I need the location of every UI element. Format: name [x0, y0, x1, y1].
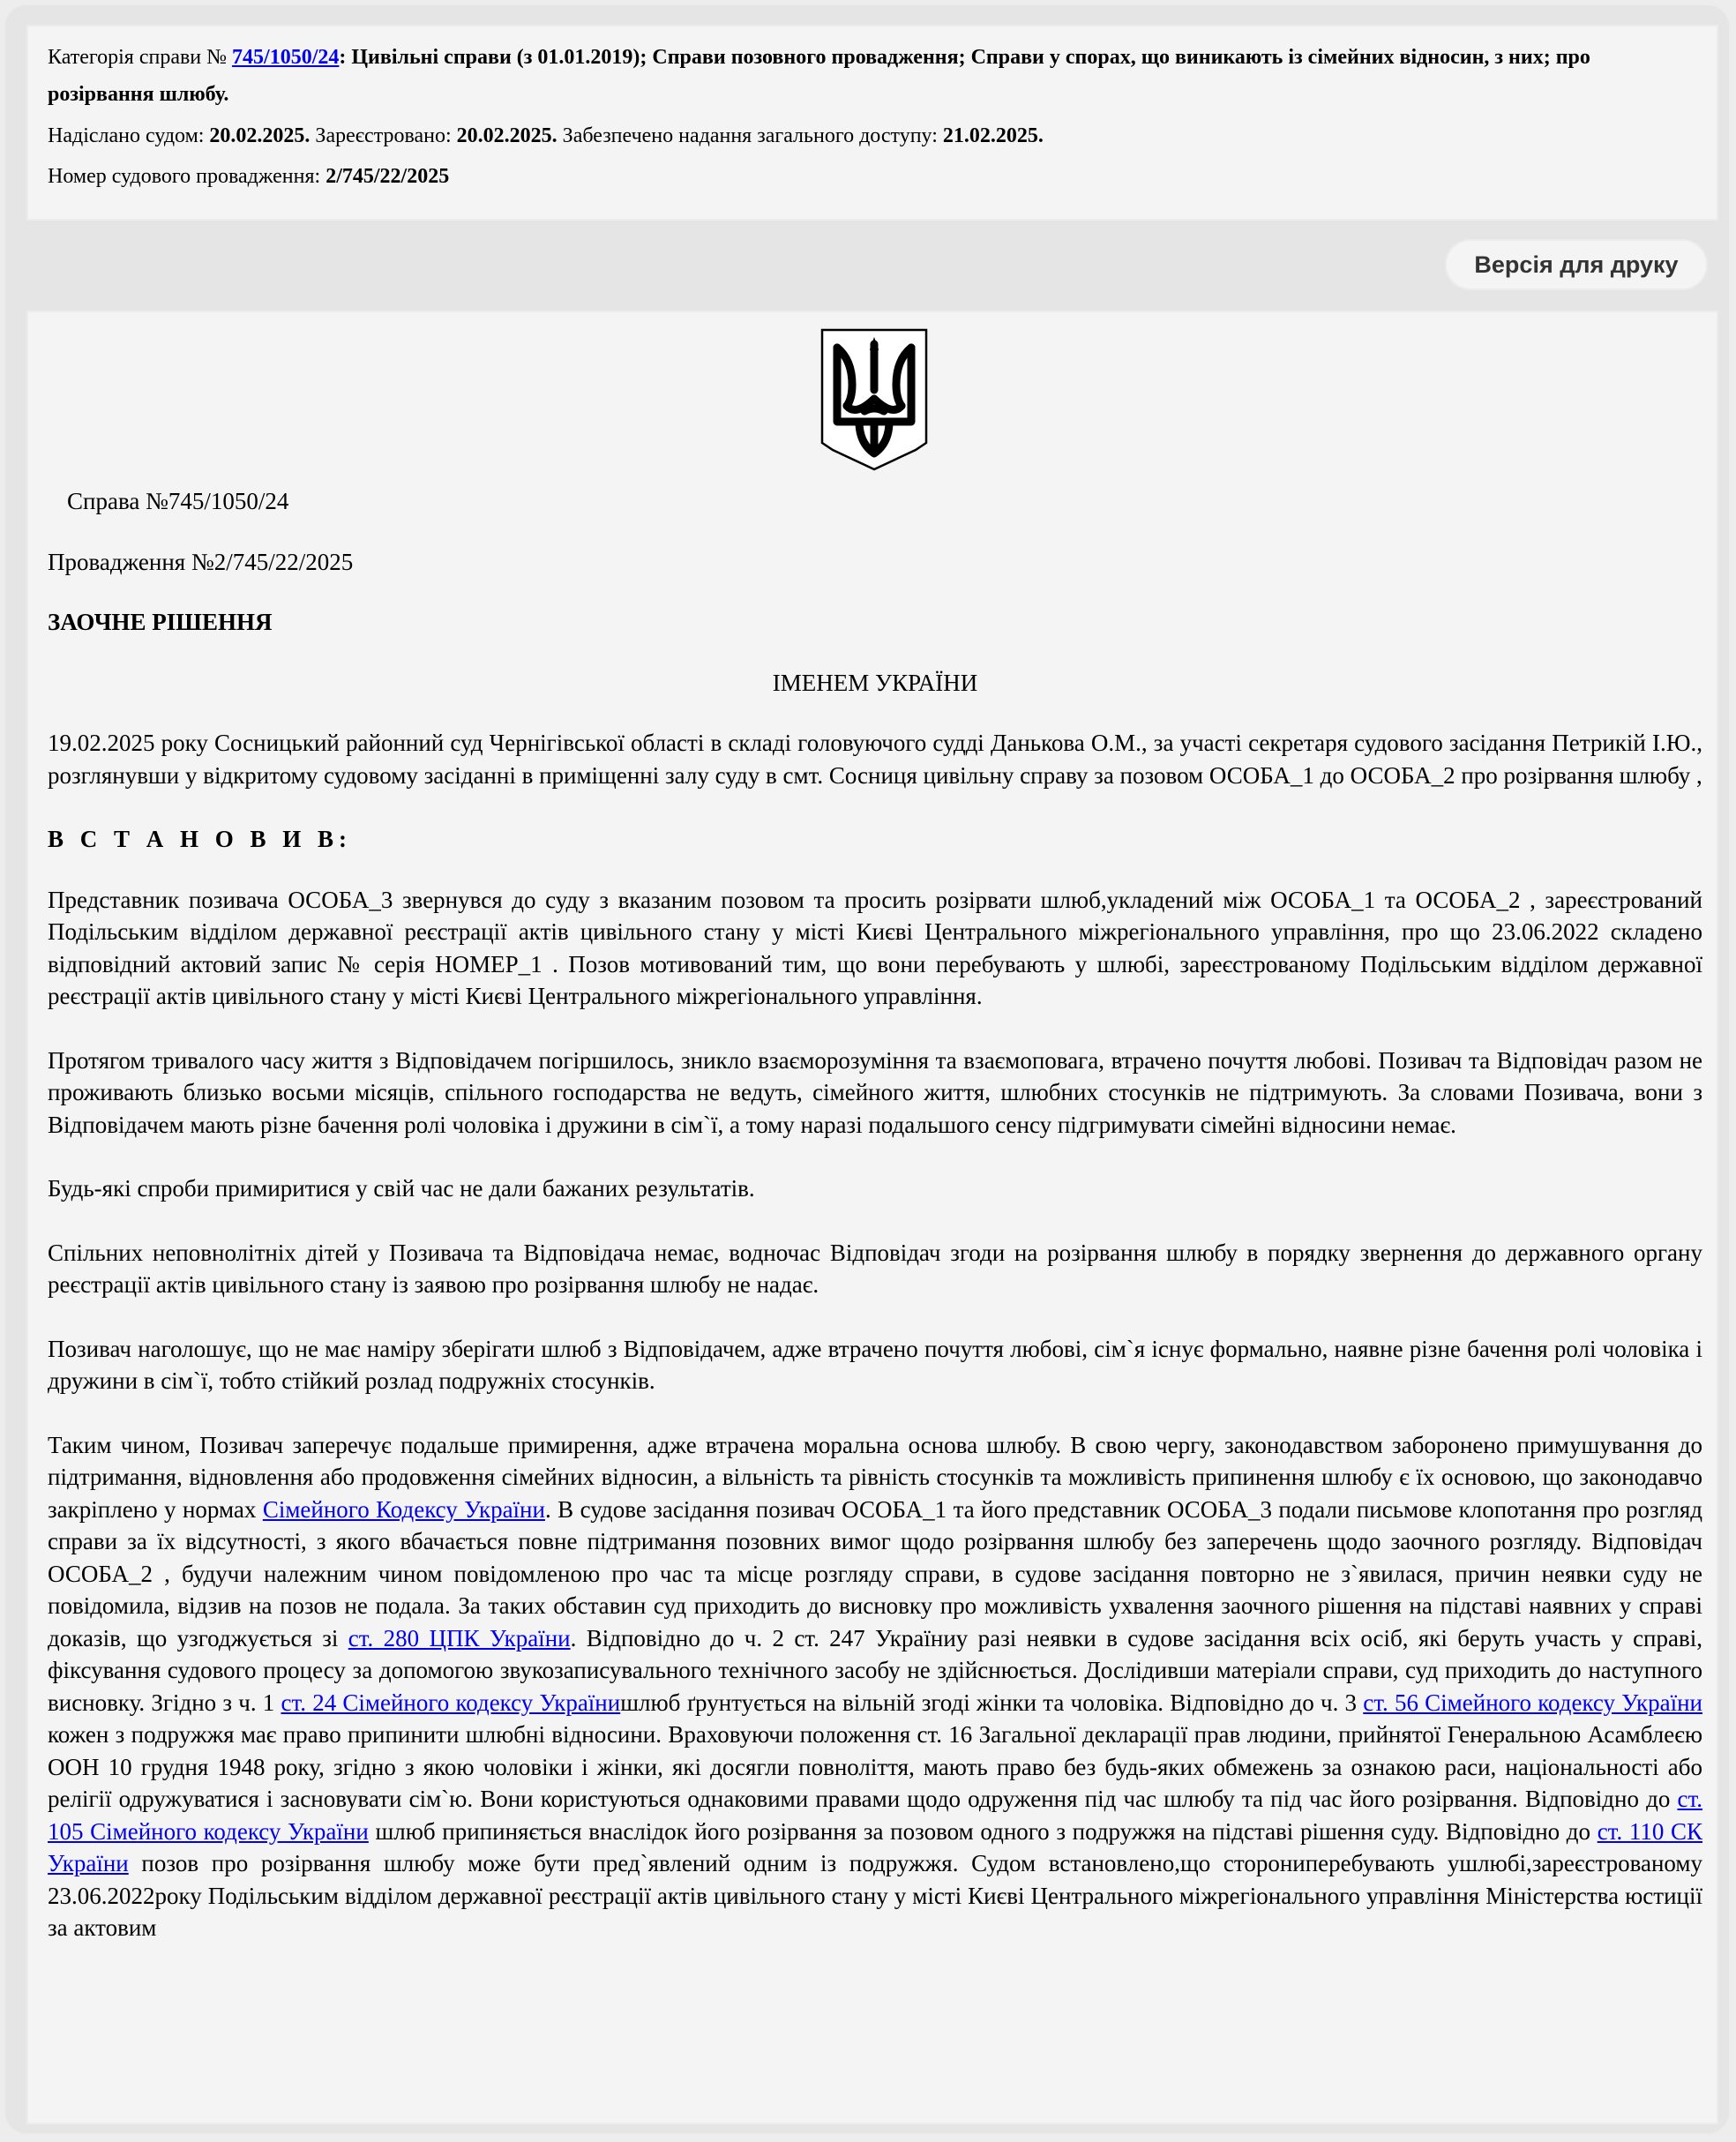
sent-label: Надіслано судом: — [48, 124, 210, 147]
p6-text-5: кожен з подружжя має право припинити шлюбні відносини. Враховуючи положення ст. 16 Загальної декларації прав людини, прийнятої Генеральною Асамблеєю ООН 10 грудня 1948 року, згідно з якою чоловіки і жінки, які досягли повноліття, мають право без будь-яких обмежень за ознакою раси, національності або релігії одружуватися і засновувати сім`ю. Вони користуються однаковими правами щодо одруження під час шлюбу та під час його розірвання. Відповідно до — [48, 1721, 1702, 1812]
proceeding-number: 2/745/22/2025 — [326, 165, 450, 188]
p6-text-1: Таким чином, Позивач заперечує подальше примирення, адже втрачена моральна основа шлюбу. В свою чергу, законодавством заборонено примушування до підтримання, відновлення або продовження сімейних відносин, а вільність та рівність стосунків та можливість припинення шлюбу є їх основою, що законодавчо закріплено у нормах — [48, 1431, 1702, 1523]
document-title: ЗАОЧНЕ РІШЕННЯ — [48, 609, 273, 635]
p6-text-3: . Відповідно до ч. 2 ст. 247 Україниу разі неявки в судове засідання всіх осіб, які беруть участь у справі, фіксування судового процесу за допомогою звукозаписувального технічного засобу не здійснюється. Дослідивши матеріали справи, суд приходить до наступного висновку. Згідно з ч. 1 — [48, 1624, 1702, 1716]
registered-label: Зареєстровано: — [310, 124, 457, 147]
paragraph-2: Протягом тривалого часу життя з Відповідачем погіршилось, зникло взаєморозуміння та взаємоповага, втрачено почуття любові. Позивач та Відповідач разом не проживають близько восьми місяців, спільного господарства не ведуть, сімейного життя, шлюбних стосунків не підтримують. За словами Позивача, вони з Відповідачем мають різне бачення ролі чоловіка і дружини в сім`ї, а тому наразі подальшого сенсу підгримувати сімейні відносини немає. — [48, 1046, 1702, 1138]
family-code-art-24-link[interactable]: ст. 24 Сімейного кодексу України — [281, 1689, 621, 1716]
category-label: Категорія справи № — [48, 46, 233, 69]
case-category — [48, 39, 1671, 113]
paragraph-6 — [48, 1429, 1702, 1944]
proceeding-line — [48, 159, 1717, 194]
paragraph-3: Будь-які спроби примиритися у свій час не дали бажаних результатів. — [48, 1175, 755, 1202]
paragraph-4: Спільних неповнолітніх дітей у Позивача та Відповідача немає, водночас Відповідач згоди на розірвання шлюбу в порядку звернення до державного органу реєстрації актів цивільного стану із заявою про розірвання шлюбу не надає. — [48, 1239, 1702, 1298]
p6-text-7: позов про розірвання шлюбу може бути пред`явлений одним із подружжя. Судом встановлено,що сторониперебувають ушлюбі,зареєстрованому 23.06.2022року Подільським відділом державної реєстрації актів цивільного стану у місті Києві Центрального міжрегіонального управління Міністерства юстиції за актовим — [48, 1850, 1702, 1941]
sent-date: 20.02.2025. — [209, 124, 311, 147]
proceeding-number: Провадження №2/745/22/2025 — [48, 548, 354, 575]
cpc-art-280-link[interactable]: ст. 280 ЦПК України — [348, 1624, 571, 1651]
p6-text-2: . В судове засідання позивач ОСОБА_1 та його представник ОСОБА_3 подали письмове клопотання про розгляд справи за їх відсутності, з якого вбачається повне підтримання позовних вимог щодо розірвання шлюбу без заперечень щодо заочного розгляду. Відповідач ОСОБА_2 , будучи належним чином повідомленою про час та місце розгляду справи, в судове засідання повторно не з`явилася, причин неявки суду не повідомила, відзив на позов не подала. За таких обставин суд приходить до висновку про можливість ухвалення заочного рішення на підставі наявних у справі доказів, що узгоджується зі — [48, 1495, 1703, 1651]
paragraph-5: Позивач наголошує, що не має наміру зберігати шлюб з Відповідачем, адже втрачено почуття любові, сім`я існує формально, наявне різне бачення ролі чоловіка і дружини в сім`ї, тобто стійкий розлад подружніх стосунків. — [48, 1335, 1702, 1394]
in-the-name-heading: ІМЕНЕМ УКРАЇНИ — [772, 669, 978, 696]
access-label: Забезпечено надання загального доступу: — [557, 124, 943, 147]
case-number: Справа №745/1050/24 — [67, 488, 289, 514]
paragraph-1: Представник позивача ОСОБА_3 звернувся до суду з вказаним позовом та просить розірвати шлюб,укладений між ОСОБА_1 та ОСОБА_2 , зареєстрований Подільським відділом державної реєстрації актів цивільного стану у місті Києві Центрального міжрегіонального управління, про що 23.06.2022 складено відповідний актовий запис № серія НОМЕР_1 . Позов мотивований тим, що вони перебувають у шлюбі, зареєстрованому Подільським відділом державної реєстрації актів цивільного стану у місті Києві Центрального міжрегіонального управління. — [48, 886, 1702, 1009]
dates-line — [48, 118, 1717, 154]
family-code-link[interactable]: Сімейного Кодексу України — [262, 1495, 545, 1523]
p6-text-6: шлюб припиняється внаслідок його розірвання за позовом одного з подружжя на підставі рішення суду. Відповідно до — [368, 1817, 1598, 1845]
document-panel — [26, 311, 1718, 2124]
family-code-art-110-link[interactable]: ст. 110 СК України — [48, 1817, 1703, 1876]
registered-date: 20.02.2025. — [456, 124, 557, 147]
p6-text-4: шлюб ґрунтується на вільній згоді жінки та чоловіка. Відповідно до ч. 3 — [620, 1689, 1364, 1716]
case-info-panel — [26, 25, 1718, 221]
ukraine-coat-of-arms-icon — [820, 328, 928, 471]
proceeding-label: Номер судового провадження: — [48, 165, 326, 188]
case-number-link[interactable]: 745/1050/24 — [232, 46, 340, 69]
intro-paragraph: 19.02.2025 року Сосницький районний суд Чернігівської області в складі головуючого судді Данькова О.М., за участі секретаря судового засідання Петрикій І.Ю., розглянувши у відкритому судовому засіданні в приміщенні залу суду в смт. Сосниця цивільну справу за позовом ОСОБА_1 до ОСОБА_2 про розірвання шлюбу , — [48, 730, 1702, 789]
access-date: 21.02.2025. — [942, 124, 1044, 147]
document-body — [48, 485, 1702, 1976]
print-version-button[interactable]: Версія для друку — [1445, 239, 1708, 290]
page-frame — [4, 4, 1731, 2135]
established-heading: В С Т А Н О В И В: — [48, 826, 353, 852]
family-code-art-105-link[interactable]: ст. 105 Сімейного кодексу України — [48, 1786, 1702, 1845]
family-code-art-56-link[interactable]: ст. 56 Сімейного кодексу України — [1363, 1689, 1702, 1716]
category-text: : Цивільні справи (з 01.01.2019); Справи позовного провадження; Справи у спорах, що виникають із сімейних відносин, з них; про розірвання шлюбу. — [48, 46, 1590, 106]
